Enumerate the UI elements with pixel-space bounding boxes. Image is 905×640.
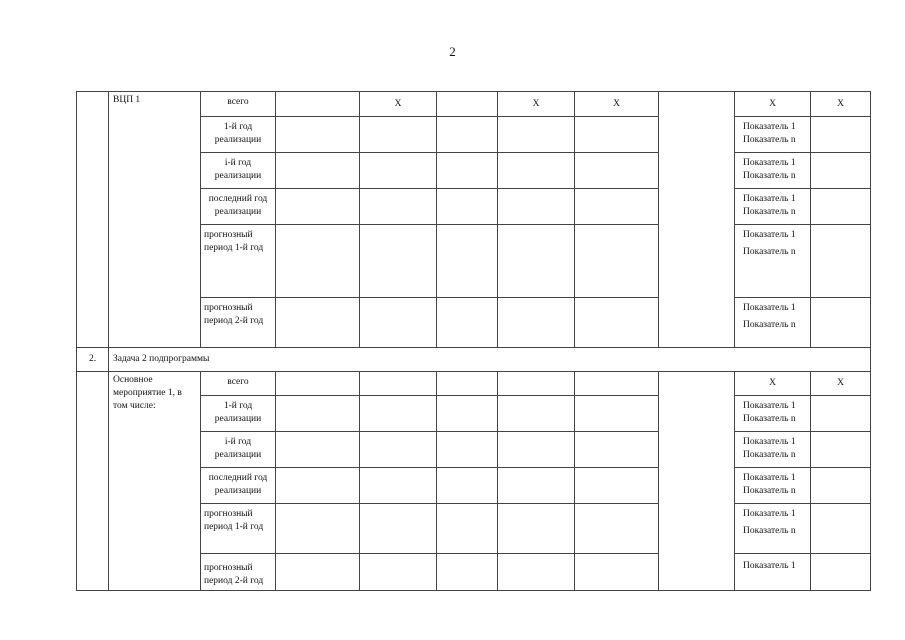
- period-label: период 1-й год: [204, 521, 264, 532]
- period-cell: [201, 396, 276, 432]
- x-cell: [575, 92, 659, 117]
- value-cell: [575, 396, 659, 432]
- period-cell: [201, 504, 276, 554]
- task-row: [77, 348, 871, 372]
- value-cell: [575, 504, 659, 554]
- x-mark: X: [769, 98, 776, 109]
- indicator-label: Показатель 1: [743, 158, 796, 168]
- activity-name-cell: [109, 372, 201, 591]
- value-cell: [498, 372, 575, 396]
- table-row: [77, 92, 871, 117]
- row-number-cell: [77, 92, 109, 348]
- value-cell: [575, 189, 659, 225]
- value-cell: [276, 117, 360, 153]
- period-label: всего: [227, 377, 249, 387]
- value-cell: [360, 189, 437, 225]
- value-cell: [575, 468, 659, 504]
- value-cell: [276, 225, 360, 298]
- activity-name-cell: [109, 92, 201, 348]
- value-cell: [276, 189, 360, 225]
- value-cell: [575, 432, 659, 468]
- indicator-cell: [735, 153, 811, 189]
- activity-name: ВЦП 1: [113, 95, 141, 105]
- period-cell: [201, 432, 276, 468]
- period-cell: [201, 298, 276, 348]
- period-label: реализации: [214, 485, 262, 496]
- value-cell: [498, 189, 575, 225]
- period-label: прогнозный: [204, 563, 253, 574]
- indicator-label: Показатель 1: [743, 230, 796, 240]
- period-label: i-й год: [224, 158, 252, 168]
- period-label: реализации: [214, 134, 262, 145]
- value-cell: [811, 153, 871, 189]
- indicator-label: Показатель 1: [743, 561, 796, 571]
- period-cell: [201, 225, 276, 298]
- value-cell: [360, 372, 437, 396]
- task-title-cell: [109, 348, 871, 372]
- value-cell: [360, 153, 437, 189]
- value-cell: [437, 153, 498, 189]
- value-cell: [360, 432, 437, 468]
- value-cell: [811, 554, 871, 591]
- value-cell: [360, 396, 437, 432]
- page-number: 2: [449, 44, 456, 59]
- merged-cell: [659, 92, 735, 348]
- period-label: последний год: [208, 473, 268, 483]
- period-cell: [201, 372, 276, 396]
- period-label: реализации: [214, 206, 262, 217]
- value-cell: [498, 225, 575, 298]
- value-cell: [360, 468, 437, 504]
- indicator-label: Показатель n: [743, 413, 796, 424]
- value-cell: [575, 372, 659, 396]
- indicator-label: Показатель n: [743, 485, 796, 496]
- value-cell: [498, 396, 575, 432]
- period-label: 1-й год: [223, 122, 253, 132]
- period-label: прогнозный: [204, 303, 253, 313]
- value-cell: [437, 117, 498, 153]
- indicator-cell: [735, 396, 811, 432]
- value-cell: [276, 468, 360, 504]
- indicator-label: Показатель n: [743, 449, 796, 460]
- value-cell: [360, 554, 437, 591]
- indicator-label: Показатель n: [743, 525, 796, 536]
- value-cell: [811, 468, 871, 504]
- value-cell: [276, 92, 360, 117]
- value-cell: [360, 225, 437, 298]
- value-cell: [575, 153, 659, 189]
- indicator-label: Показатель 1: [743, 401, 796, 411]
- x-mark: X: [837, 378, 844, 389]
- value-cell: [437, 504, 498, 554]
- task-number: 2.: [88, 354, 97, 365]
- indicator-label: Показатель n: [743, 170, 796, 181]
- indicator-cell: [735, 504, 811, 554]
- period-label: период 2-й год: [204, 576, 264, 587]
- value-cell: [811, 225, 871, 298]
- indicator-label: Показатель 1: [743, 303, 796, 313]
- value-cell: [360, 117, 437, 153]
- value-cell: [811, 432, 871, 468]
- value-cell: [575, 298, 659, 348]
- indicator-label: Показатель n: [743, 134, 796, 145]
- value-cell: [498, 117, 575, 153]
- value-cell: [811, 189, 871, 225]
- indicator-label: Показатель 1: [743, 437, 796, 447]
- value-cell: [498, 153, 575, 189]
- indicator-cell: [735, 298, 811, 348]
- period-label: реализации: [214, 449, 262, 460]
- indicator-cell: [735, 468, 811, 504]
- indicator-cell: [735, 189, 811, 225]
- period-label: 1-й год: [223, 401, 253, 411]
- value-cell: [276, 372, 360, 396]
- period-label: реализации: [214, 413, 262, 424]
- x-mark: X: [532, 98, 540, 109]
- period-label: период 1-й год: [204, 242, 264, 253]
- indicator-label: Показатель 1: [743, 194, 796, 204]
- period-cell: [201, 554, 276, 591]
- x-mark: X: [613, 98, 620, 109]
- x-cell: [360, 92, 437, 117]
- value-cell: [437, 468, 498, 504]
- value-cell: [575, 117, 659, 153]
- value-cell: [437, 298, 498, 348]
- table-row: [77, 372, 871, 396]
- task-title: Задача 2 подпрограммы: [113, 354, 210, 365]
- program-table: [76, 91, 871, 591]
- indicator-label: Показатель 1: [743, 122, 796, 132]
- period-cell: [201, 468, 276, 504]
- value-cell: [276, 504, 360, 554]
- value-cell: [811, 117, 871, 153]
- value-cell: [498, 298, 575, 348]
- value-cell: [437, 372, 498, 396]
- period-label: i-й год: [224, 437, 252, 447]
- period-label: всего: [227, 97, 249, 107]
- value-cell: [437, 189, 498, 225]
- period-cell: [201, 92, 276, 117]
- row-number-cell: [77, 372, 109, 591]
- value-cell: [276, 554, 360, 591]
- period-label: прогнозный: [204, 509, 253, 519]
- period-label: последний год: [208, 194, 268, 204]
- value-cell: [276, 298, 360, 348]
- period-label: период 2-й год: [204, 315, 264, 326]
- value-cell: [575, 225, 659, 298]
- value-cell: [811, 298, 871, 348]
- indicator-label: Показатель 1: [743, 509, 796, 519]
- value-cell: [437, 92, 498, 117]
- period-cell: [201, 189, 276, 225]
- x-cell: [811, 372, 871, 396]
- indicator-label: Показатель 1: [743, 473, 796, 483]
- period-label: реализации: [214, 170, 262, 181]
- x-cell: [811, 92, 871, 117]
- activity-name: Основное мероприятие 1, в том числе:: [113, 375, 182, 411]
- value-cell: [498, 554, 575, 591]
- value-cell: [498, 468, 575, 504]
- value-cell: [498, 504, 575, 554]
- value-cell: [437, 225, 498, 298]
- value-cell: [811, 504, 871, 554]
- indicator-label: Показатель n: [743, 246, 796, 257]
- indicator-cell: [735, 225, 811, 298]
- period-cell: [201, 153, 276, 189]
- x-cell: [735, 372, 811, 396]
- value-cell: [498, 432, 575, 468]
- value-cell: [575, 554, 659, 591]
- value-cell: [360, 298, 437, 348]
- x-cell: [735, 92, 811, 117]
- value-cell: [437, 396, 498, 432]
- value-cell: [437, 432, 498, 468]
- indicator-cell: [735, 117, 811, 153]
- value-cell: [276, 396, 360, 432]
- indicator-cell: [735, 432, 811, 468]
- period-cell: [201, 117, 276, 153]
- value-cell: [360, 504, 437, 554]
- value-cell: [437, 554, 498, 591]
- x-mark: X: [394, 98, 402, 109]
- task-number-cell: [77, 348, 109, 372]
- x-mark: X: [769, 378, 776, 389]
- value-cell: [811, 396, 871, 432]
- indicator-cell: [735, 554, 811, 591]
- x-cell: [498, 92, 575, 117]
- indicator-label: Показатель n: [743, 206, 796, 217]
- indicator-label: Показатель n: [743, 319, 796, 330]
- period-label: прогнозный: [204, 230, 253, 240]
- value-cell: [276, 153, 360, 189]
- merged-cell: [659, 372, 735, 591]
- x-mark: X: [837, 98, 844, 109]
- value-cell: [276, 432, 360, 468]
